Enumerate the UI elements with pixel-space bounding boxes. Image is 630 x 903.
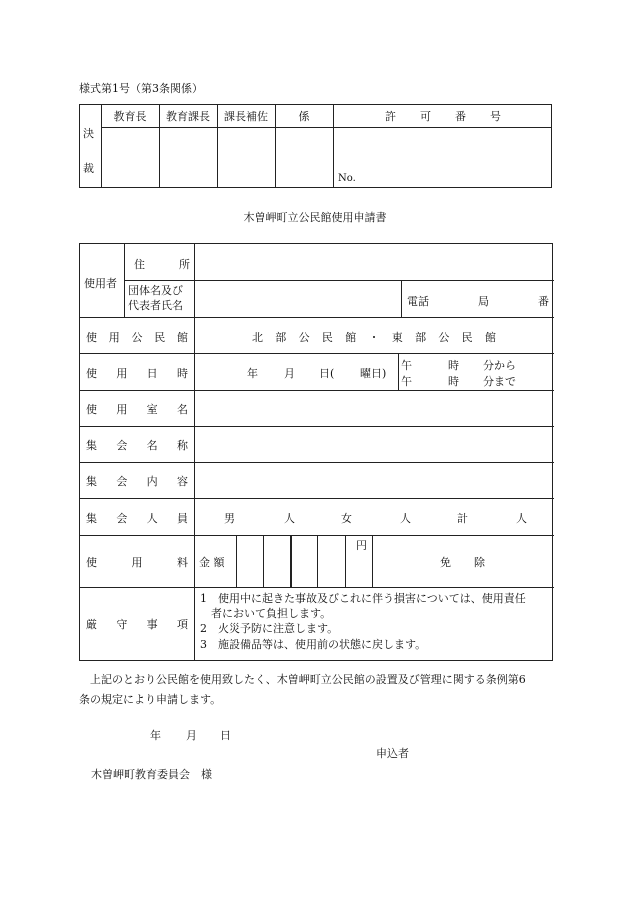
application-table — [79, 243, 553, 661]
permit-number-label: 許 可 番 号 — [385, 110, 501, 123]
fee-amount-label: 金 額 — [199, 556, 225, 569]
statement-line-2: 条の規定により申請します。 — [79, 693, 222, 706]
date-year: 年 — [247, 367, 258, 380]
approval-stamp-table — [79, 104, 552, 188]
col-deputy-chief: 課長補佐 — [224, 110, 268, 123]
attendees-female: 女 — [341, 512, 352, 525]
fee-exempt-2: 除 — [474, 556, 485, 569]
rule-1: 1 使用中に起きた事故及びこれに伴う損害については、使用責任 — [200, 592, 526, 605]
rules-label: 厳 守 事 項 — [86, 618, 188, 631]
attendees-female-unit: 人 — [400, 512, 411, 525]
org-label-line2: 代表者氏名 — [128, 299, 183, 312]
attendees-total: 計 — [457, 512, 468, 525]
room-label: 使 用 室 名 — [86, 403, 188, 416]
fee-exempt-1: 免 — [440, 556, 451, 569]
meeting-content-label: 集 会 内 容 — [86, 475, 188, 488]
stamp-label-1: 決 — [83, 127, 94, 140]
time-from-hour: 時 — [448, 359, 459, 372]
address-label: 住 所 — [134, 258, 190, 271]
col-superintendent: 教育長 — [113, 110, 147, 123]
fee-yen: 円 — [356, 539, 367, 552]
meeting-name-label: 集 会 名 称 — [86, 439, 188, 452]
attendees-total-unit: 人 — [516, 512, 527, 525]
rule-3: 3 施設備品等は、使用前の状態に戻します。 — [200, 638, 427, 651]
time-to-ampm: 午 — [401, 375, 412, 388]
hall-options: 北 部 公 民 館 ・ 東 部 公 民 館 — [252, 331, 496, 344]
phone-label: 電話 局 番 — [407, 295, 549, 308]
permit-no: No. — [338, 173, 356, 184]
time-to-hour: 時 — [448, 375, 459, 388]
form-number: 様式第1号（第3条関係） — [79, 82, 203, 95]
applicant-sign-label: 申込者 — [376, 747, 409, 760]
statement-line-1: 上記のとおり公民館を使用致したく、木曽岬町立公民館の設置及び管理に関する条例第6 — [90, 673, 526, 686]
date-day: 日( — [319, 367, 335, 380]
col-section-chief: 教育課長 — [166, 110, 210, 123]
document-title: 木曽岬町立公民館使用申請書 — [243, 211, 387, 224]
datetime-label: 使 用 日 時 — [86, 367, 188, 380]
fee-label: 使 用 料 — [86, 556, 188, 569]
col-staff: 係 — [298, 110, 310, 123]
attendees-label: 集 会 人 員 — [86, 512, 188, 525]
rule-2: 2 火災予防に注意します。 — [200, 622, 339, 635]
time-from-min: 分から — [483, 359, 516, 372]
addressee: 木曽岬町教育委員会 様 — [91, 768, 212, 781]
rule-1-cont: 者において負担します。 — [200, 607, 332, 620]
date-line-day: 日 — [220, 729, 231, 742]
date-line-year: 年 — [150, 729, 161, 742]
attendees-male-unit: 人 — [284, 512, 295, 525]
hall-label: 使 用 公 民 館 — [86, 331, 188, 344]
date-weekday: 曜日) — [360, 367, 387, 380]
org-label-line1: 団体名及び — [128, 284, 183, 297]
date-month: 月 — [284, 367, 295, 380]
date-line-month: 月 — [186, 729, 197, 742]
time-to-min: 分まで — [483, 375, 516, 388]
time-from-ampm: 午 — [401, 359, 412, 372]
attendees-male: 男 — [224, 512, 235, 525]
stamp-label-2: 裁 — [83, 162, 94, 175]
applicant-label: 使用者 — [84, 277, 117, 290]
